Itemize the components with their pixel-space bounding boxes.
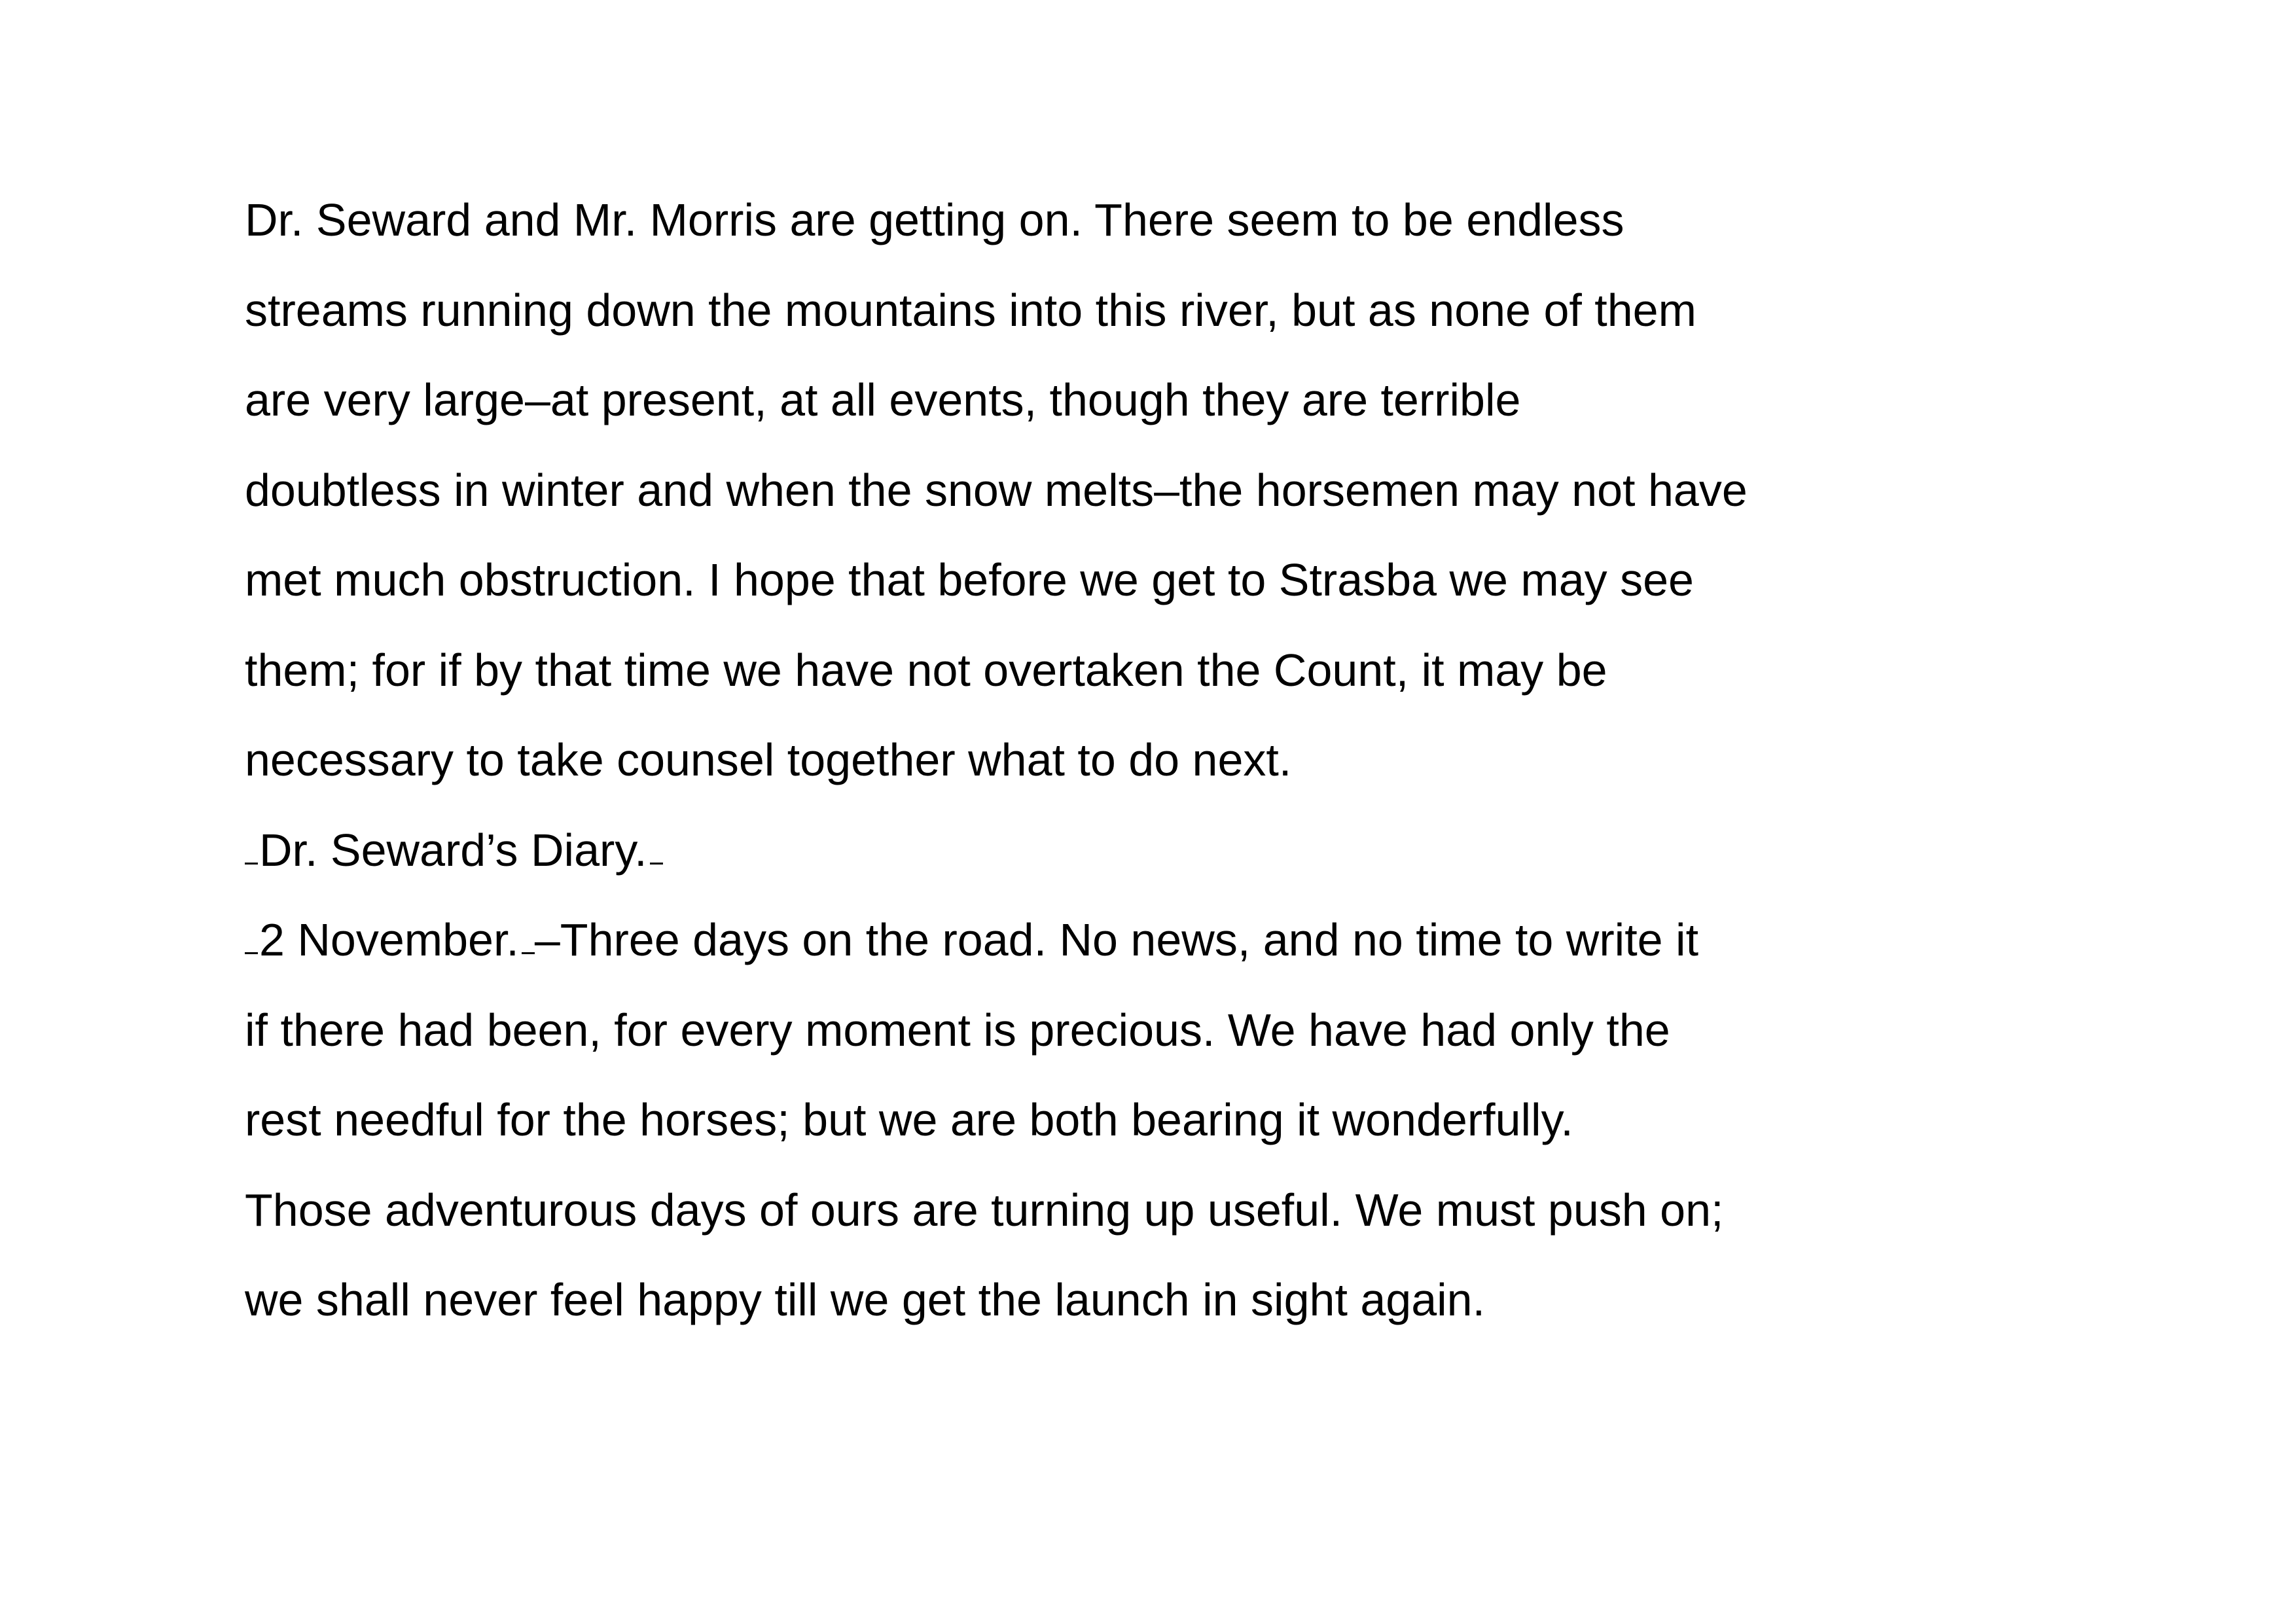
text-line: if there had been, for every moment is precious. We have had only the [245,1004,1670,1056]
entry-date: 2 November. [259,914,519,965]
text-line: them; for if by that time we have not overtaken the Count, it may be [245,644,1607,696]
underscore-mark [245,952,258,954]
text-line: streams running down the mountains into this river, but as none of them [245,284,1696,336]
underscore-mark [522,952,535,954]
text-line: Those adventurous days of ours are turning up useful. We must push on; [245,1184,1724,1236]
text-line: met much obstruction. I hope that before we get to Strasba we may see [245,554,1694,605]
section-heading-line [245,806,2143,896]
text-line: doubtless in winter and when the snow melts–the horsemen may not have [245,464,1748,516]
text-line: we shall never feel happy till we get the launch in sight again. [245,1274,1486,1325]
entry-text: –Three days on the road. No news, and no time to write it [534,914,1699,965]
text-line: Dr. Seward and Mr. Morris are getting on. There seem to be endless [245,194,1624,245]
section-heading: Dr. Seward’s Diary. [259,824,647,876]
text-line: are very large–at present, at all events, though they are terrible [245,374,1521,425]
text-line: rest needful for the horses; but we are both bearing it wonderfully. [245,1094,1573,1145]
underscore-mark [650,863,663,865]
document-body [245,175,2143,1346]
underscore-mark [245,863,258,865]
entry-first-line [245,895,2143,986]
text-line: necessary to take counsel together what to do next. [245,734,1292,785]
